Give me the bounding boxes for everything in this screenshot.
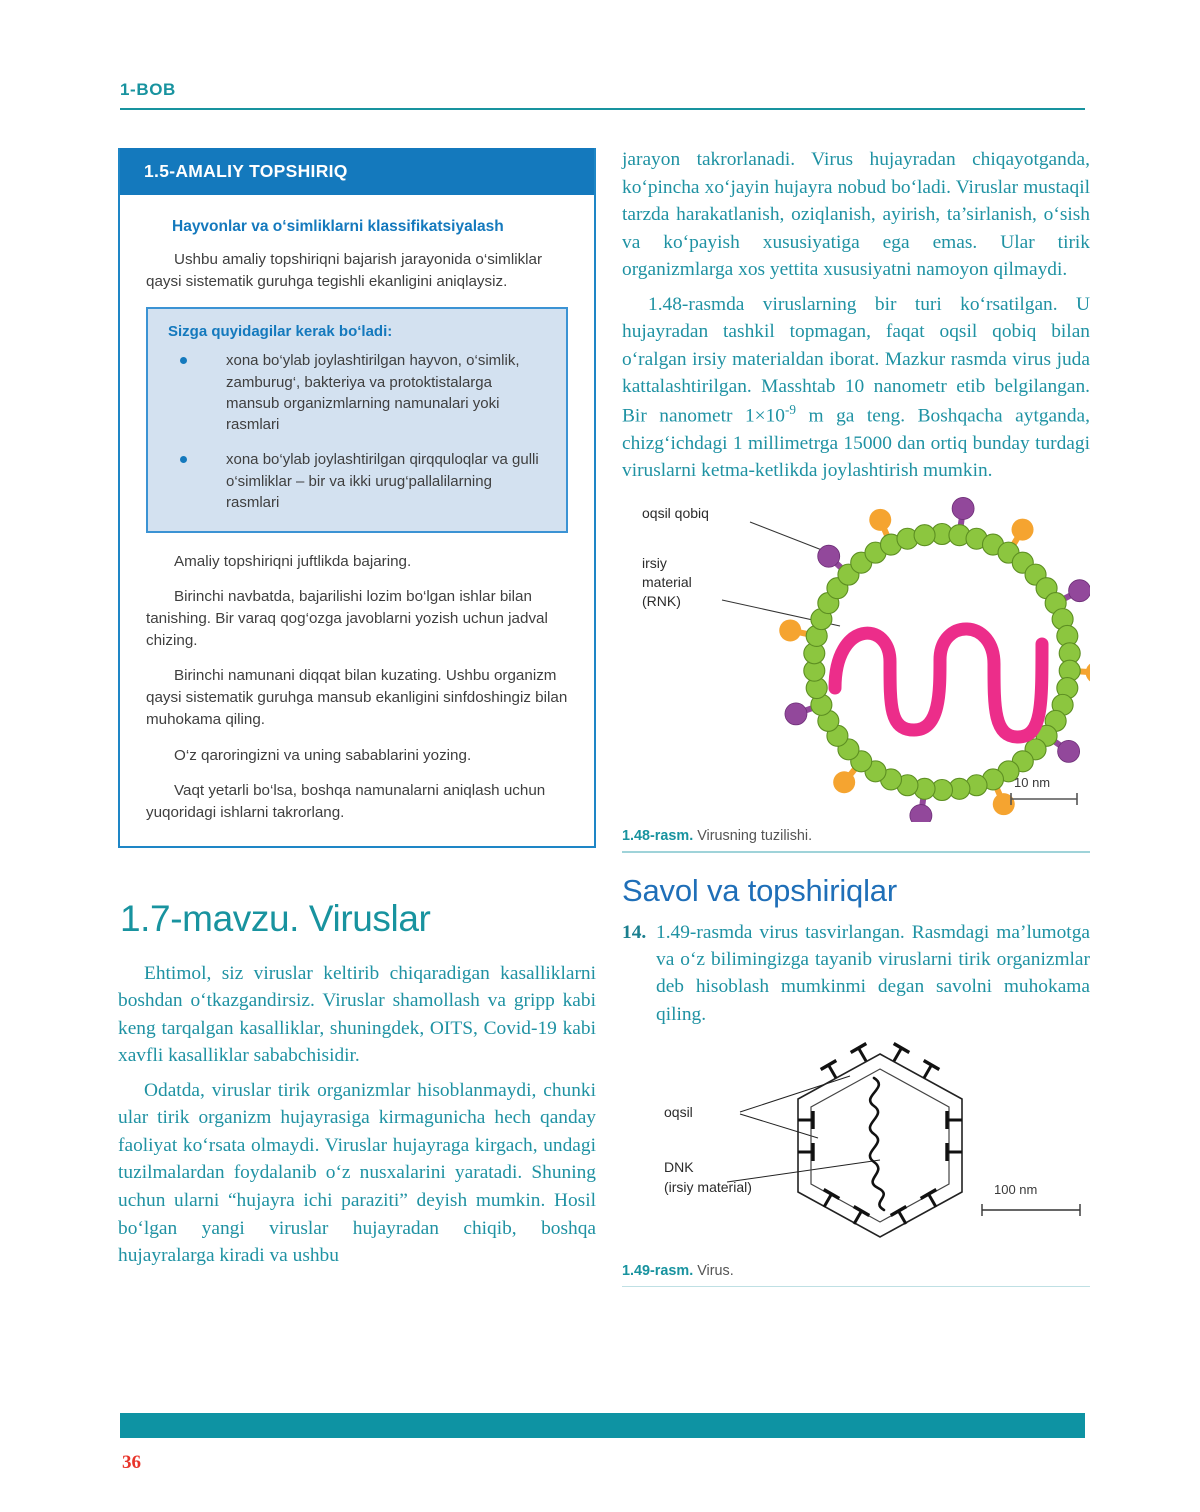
spike-head xyxy=(779,619,801,641)
practical-task-step: Amaliy topshiriqni juftlikda bajaring. xyxy=(174,553,412,571)
virus-structure-diagram xyxy=(622,492,1090,822)
practical-task-step: Vaqt yetarli bo‘lsa, boshqa namunalarni aniqlash uchun yuqoridagi ishlarni takrorlang. xyxy=(146,781,546,821)
protein-spike xyxy=(851,1043,874,1065)
leader-line-protein xyxy=(750,522,827,552)
practical-task-body xyxy=(120,195,594,846)
label-protein: oqsil xyxy=(664,1103,693,1120)
figure-1-49-rule xyxy=(622,1286,1090,1288)
spike-head xyxy=(785,703,807,725)
list-item xyxy=(166,350,548,435)
spike-head xyxy=(1012,519,1034,541)
label-dna-line2: (irsiy material) xyxy=(664,1178,752,1195)
materials-needed-box xyxy=(146,307,568,533)
spike-head xyxy=(818,545,840,567)
practical-task-panel xyxy=(118,148,596,848)
scale-bar-label: 10 nm xyxy=(1014,775,1051,791)
capsid-outer-hexagon xyxy=(798,1054,962,1237)
spike-head xyxy=(1069,580,1090,602)
questions-heading: Savol va topshiriqlar xyxy=(622,873,897,909)
figure-1-48-text: Virusning tuzilishi. xyxy=(697,828,813,845)
scale-bar-100nm xyxy=(982,1182,1080,1216)
figure-1-49-text: Virus. xyxy=(697,1262,734,1279)
list-item-label: xona bo‘ylab joylashtirilgan qirqquloqlar va gulli o‘simliklar – bir va ikki urug‘pallalilarning rasmlari xyxy=(226,451,539,511)
figure-1-48 xyxy=(622,492,1090,853)
figure-intro-part-a: 1.48-rasmda viruslarning bir turi ko‘rsatilgan. U hujayradan tashkil topmagan, faqat oqsil qobiq bilan o‘ralgan irsiy materialdan iborat. Mazkur rasmda virus juda kattalashtirilgan. Masshtab 10 nanometr etib belgilangan. Bir nanometr 1×10 xyxy=(622,293,1090,427)
spike-head xyxy=(833,771,855,793)
figure-intro-part-b: m ga teng. Boshqacha aytganda, chizg‘ichdagi 1 millimetrga 15000 dan ortiq bunday turdagi viruslarni ketma-ketlikda joylashtirish mumkin. xyxy=(622,405,1090,482)
list-item xyxy=(166,449,548,513)
right-column xyxy=(622,146,1090,1287)
list-item-label: xona bo‘ylab joylashtirilgan hayvon, o‘simlik, zamburug‘, bakteriya va protoktistalarga mansub organizmlarning namunalari yoki rasmlari xyxy=(226,352,520,434)
spike-head xyxy=(1058,740,1080,762)
running-head: 1-BOB xyxy=(120,80,176,99)
label-genetic-line1: irsiy xyxy=(642,555,667,572)
protein-spike xyxy=(886,1043,909,1065)
practical-task-header: 1.5-AMALIY TOPSHIRIQ xyxy=(120,148,594,195)
materials-needed-list xyxy=(166,350,548,513)
figure-1-49-caption xyxy=(622,1263,1090,1279)
bullet-icon xyxy=(180,456,187,463)
topic-paragraph: Odatda, viruslar tirik organizmlar hisoblanmaydi, chunki ular tirik organizm hujayrasiga kirmagunicha hech qanday faoliyat ko‘rsata olmaydi. Viruslar hujayraga kirgach, undagi tuzilmalardan foydalanib o‘z nusxalarini yaratadi. Shuning uchun ularni “hujayra ichi paraziti” deyish mumkin. Hosil bo‘lgan yangi viruslar hujayradan chiqib, boshqa hujayralarga kiradi va ushbu xyxy=(118,1079,596,1267)
label-genetic-line2: material xyxy=(642,574,692,591)
hexagonal-virus-diagram xyxy=(622,1042,1090,1257)
practical-task-step: Birinchi navbatda, bajarilishi lozim bo‘lgan ishlar bilan tanishing. Bir varaq qog‘ozga javoblarni yozish uchun jadval chizing. xyxy=(146,588,548,650)
question-item xyxy=(622,919,1090,1028)
practical-task-step: O‘z qaroringizni va uning sabablarini yozing. xyxy=(174,746,472,764)
figure-1-48-caption xyxy=(622,828,1090,844)
bottom-band xyxy=(120,1413,1085,1438)
protein-spike xyxy=(916,1060,939,1082)
figure-1-49-number: 1.49-rasm. xyxy=(622,1262,694,1279)
label-dna-line1: DNK xyxy=(664,1158,694,1175)
scale-bar-label: 100 nm xyxy=(994,1181,1038,1197)
practical-task-intro: Ushbu amaliy topshiriqni bajarish jarayonida o‘simliklar qaysi sistematik guruhga tegishli ekanligini aniqlaysiz. xyxy=(146,251,543,291)
rna-strand xyxy=(835,629,1042,737)
capsid-inner-hexagon xyxy=(811,1069,949,1222)
scale-bar-10nm xyxy=(1011,775,1077,805)
figure-intro-paragraph xyxy=(622,291,1090,485)
practical-task-subtitle: Hayvonlar va o‘simliklarni klassifikatsiyalash xyxy=(172,218,504,235)
spike-head xyxy=(910,805,932,822)
spike-head xyxy=(1086,662,1090,684)
left-column xyxy=(118,148,596,1277)
bullet-icon xyxy=(180,357,187,364)
topic-heading: 1.7-mavzu. Viruslar xyxy=(120,897,431,939)
exponent: -9 xyxy=(785,401,797,417)
question-number: 14. xyxy=(622,922,647,944)
spike-head xyxy=(869,509,891,531)
leader-line-protein-side xyxy=(740,1114,818,1138)
figure-1-49 xyxy=(622,1042,1090,1288)
running-head-rule xyxy=(120,108,1085,110)
figure-1-48-number: 1.48-rasm. xyxy=(622,828,694,845)
dna-strand xyxy=(870,1078,884,1210)
question-text: 1.49-rasmda virus tasvirlangan. Rasmdagi ma’lumotga va o‘z bilimingizga tayanib viruslarni tirik organizmlar deb hisoblash mumkinmi degan savolni muhokama qiling. xyxy=(656,922,1090,1025)
continued-paragraph: jarayon takrorlanadi. Virus hujayradan chiqayotganda, ko‘pincha xo‘jayin hujayra nobud bo‘ladi. Viruslar mustaqil tarzda harakatlanish, oziqlanish, ayirish, ta’sirlanish, o‘sish va ko‘payish xususiyatiga ega emas. Ular tirik organizmlarga xos yettita xususiyatni namoyon qilmaydi. xyxy=(622,149,1090,281)
figure-1-48-rule xyxy=(622,851,1090,853)
label-protein-coat: oqsil qobiq xyxy=(642,505,709,522)
materials-needed-title: Sizga quyidagilar kerak bo‘ladi: xyxy=(168,323,393,341)
spike-head xyxy=(952,497,974,519)
page-number: 36 xyxy=(122,1452,141,1473)
practical-task-step: Birinchi namunani diqqat bilan kuzating. Ushbu organizm qaysi sistematik guruhga mansub ekanligini sinfdoshingiz bilan muhokama qiling. xyxy=(146,667,568,729)
topic-paragraph: Ehtimol, siz viruslar keltirib chiqaradigan kasalliklarni boshdan o‘tkazgandirsiz. Viruslar shamollash va gripp kabi keng tarqalgan kasalliklar, shuningdek, OITS, Covid-19 kabi xavfli kasalliklar sababchisidir. xyxy=(118,962,596,1067)
label-genetic-line3: (RNK) xyxy=(642,593,681,610)
capsid-bead xyxy=(914,525,935,546)
